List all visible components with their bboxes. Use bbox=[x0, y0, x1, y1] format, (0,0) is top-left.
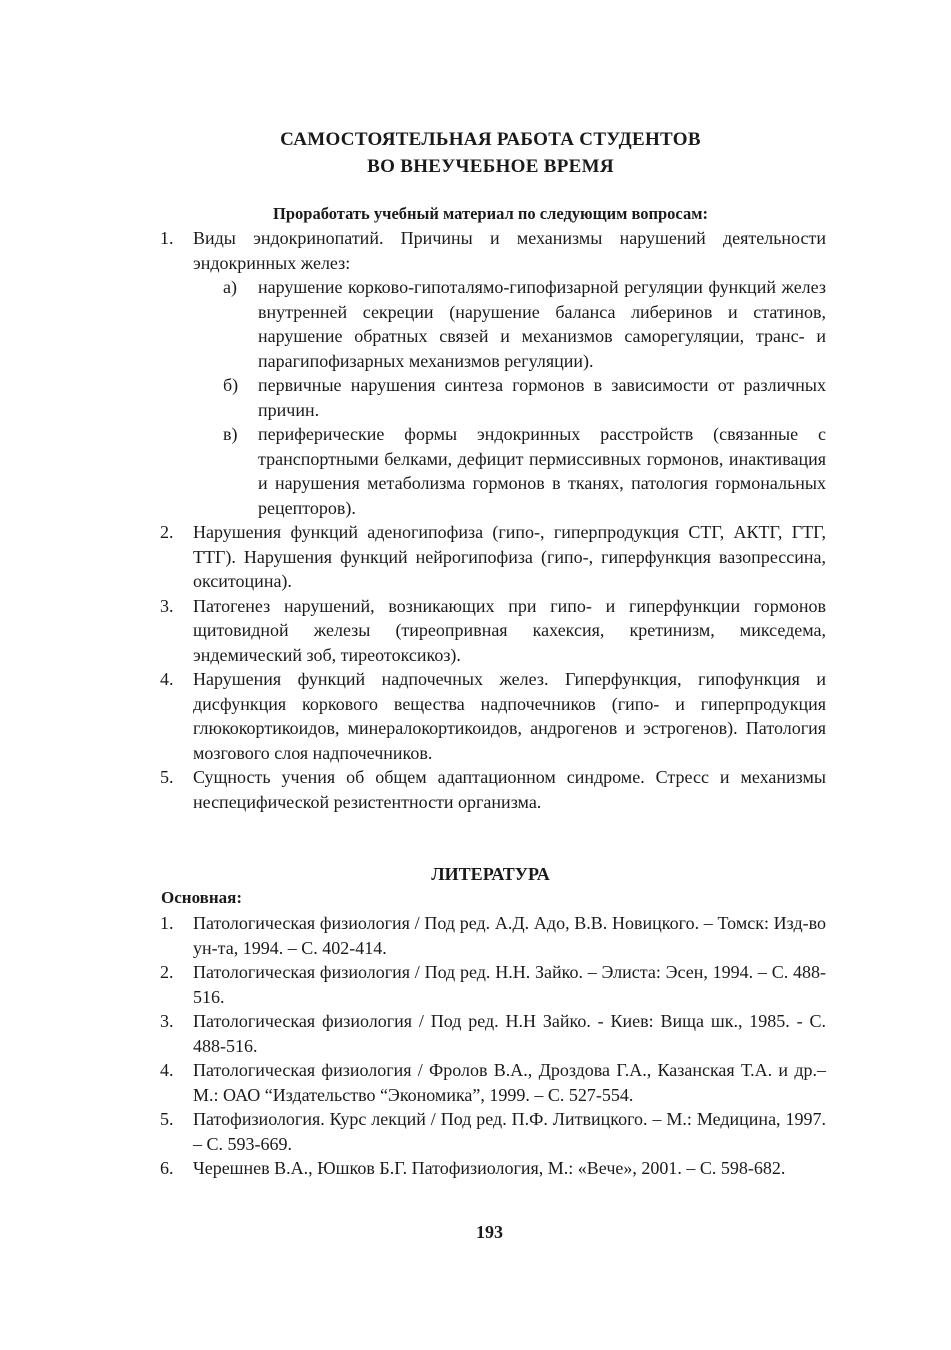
subitem-marker: а) bbox=[223, 277, 237, 297]
literature-item-5 bbox=[160, 1107, 826, 1156]
literature-number: 3. bbox=[160, 1011, 174, 1031]
question-text: Нарушения функций аденогипофиза (гипо-, гиперпродукция СТГ, АКТГ, ГТГ, ТТГ). Нарушения функций нейрогипофиза (гипо-, гиперфункция вазопрессина, окситоцина). bbox=[193, 522, 826, 591]
page-title-line-2: ВО ВНЕУЧЕБНОЕ ВРЕМЯ bbox=[367, 156, 614, 177]
subitem-text: нарушение корково-гипоталямо-гипофизарной регуляции функций желез внутренней секреции (нарушение баланса либеринов и статинов, нарушение обратных связей и механизмов саморегуляции, транс- и парагипофизарных механизмов регуляции). bbox=[258, 277, 826, 371]
literature-text: Черешнев В.А., Юшков Б.Г. Патофизиология, М.: «Вече», 2001. – С. 598-682. bbox=[193, 1158, 786, 1178]
literature-number: 2. bbox=[160, 962, 174, 982]
question-text: Патогенез нарушений, возникающих при гипо- и гиперфункции гормонов щитовидной железы (тиреопривная кахексия, кретинизм, микседема, эндемический зоб, тиреотоксикоз). bbox=[193, 595, 826, 665]
literature-text: Патологическая физиология / Фролов В.А., Дроздова Г.А., Казанская Т.А. и др.– М.: ОАО “Издательство “Экономика”, 1999. – С. 527-554. bbox=[193, 1060, 826, 1105]
literature-item-6 bbox=[160, 1156, 826, 1181]
question-text: Сущность учения об общем адаптационном синдроме. Стресс и механизмы неспецифической резистентности организма. bbox=[193, 767, 826, 812]
question-item-5 bbox=[160, 765, 826, 814]
question-number: 3. bbox=[160, 595, 174, 616]
question-subitem-v bbox=[223, 422, 826, 520]
page-number-text: 193 bbox=[476, 1222, 503, 1242]
question-subitem-b bbox=[223, 373, 826, 422]
literature-heading-text: ЛИТЕРАТУРА bbox=[431, 864, 550, 884]
literature-text: Патологическая физиология / Под ред. Н.Н Зайко. - Киев: Вища шк., 1985. - С. 488-516. bbox=[193, 1011, 826, 1056]
page-title bbox=[0, 126, 951, 180]
question-number: 5. bbox=[160, 767, 174, 787]
literature-text: Патофизиология. Курс лекций / Под ред. П.Ф. Литвицкого. – М.: Медицина, 1997. – С. 593-669. bbox=[193, 1109, 826, 1154]
questions-heading bbox=[0, 203, 951, 225]
literature-number: 1. bbox=[160, 913, 174, 933]
question-sublist bbox=[193, 275, 826, 520]
subitem-text: периферические формы эндокринных расстройств (связанные с транспортными белками, дефицит пермиссивных гормонов, инактивация и нарушения метаболизма гормонов в тканях, патология гормональных рецепторов). bbox=[258, 424, 826, 518]
literature-item-4 bbox=[160, 1058, 826, 1107]
questions-list bbox=[160, 226, 826, 814]
question-item-1 bbox=[160, 226, 826, 520]
subitem-text: первичные нарушения синтеза гормонов в зависимости от различных причин. bbox=[258, 375, 826, 420]
question-text: Виды эндокринопатий. Причины и механизмы нарушений деятельности эндокринных желез: bbox=[193, 228, 826, 273]
literature-item-2 bbox=[160, 960, 826, 1009]
basic-literature-label: Основная: bbox=[161, 888, 242, 907]
literature-number: 5. bbox=[160, 1109, 174, 1129]
question-number: 1. bbox=[160, 228, 174, 248]
literature-item-3 bbox=[160, 1009, 826, 1058]
question-item-2 bbox=[160, 520, 826, 594]
subitem-marker: б) bbox=[223, 375, 239, 395]
subitem-marker: в) bbox=[223, 424, 238, 444]
question-number: 2. bbox=[160, 522, 174, 542]
question-subitem-a bbox=[223, 275, 826, 373]
literature-heading bbox=[0, 862, 951, 886]
literature-list bbox=[160, 911, 826, 1181]
question-number: 4. bbox=[160, 669, 174, 689]
question-text: Нарушения функций надпочечных желез. Гиперфункция, гипофункция и дисфункция коркового вещества надпочечников (гипо- и гиперпродукция глюкокортикоидов, минералокортикоидов, андрогенов и эстрогенов). Патология мозгового слоя надпочечников. bbox=[193, 669, 826, 763]
literature-number: 4. bbox=[160, 1060, 174, 1080]
literature-text: Патологическая физиология / Под ред. А.Д. Адо, В.В. Новицкого. – Томск: Изд-во ун-та, 1994. – С. 402-414. bbox=[193, 913, 826, 958]
literature-number: 6. bbox=[160, 1158, 174, 1178]
literature-text: Патологическая физиология / Под ред. Н.Н. Зайко. – Элиста: Эсен, 1994. – С. 488-516. bbox=[193, 962, 826, 1007]
question-item-3 bbox=[160, 594, 826, 668]
page-number bbox=[0, 1220, 951, 1244]
literature-item-1 bbox=[160, 911, 826, 960]
page-title-line-1: САМОСТОЯТЕЛЬНАЯ РАБОТА СТУДЕНТОВ bbox=[280, 129, 701, 150]
questions-heading-text: Проработать учебный материал по следующим вопросам: bbox=[273, 204, 708, 223]
question-item-4 bbox=[160, 667, 826, 765]
